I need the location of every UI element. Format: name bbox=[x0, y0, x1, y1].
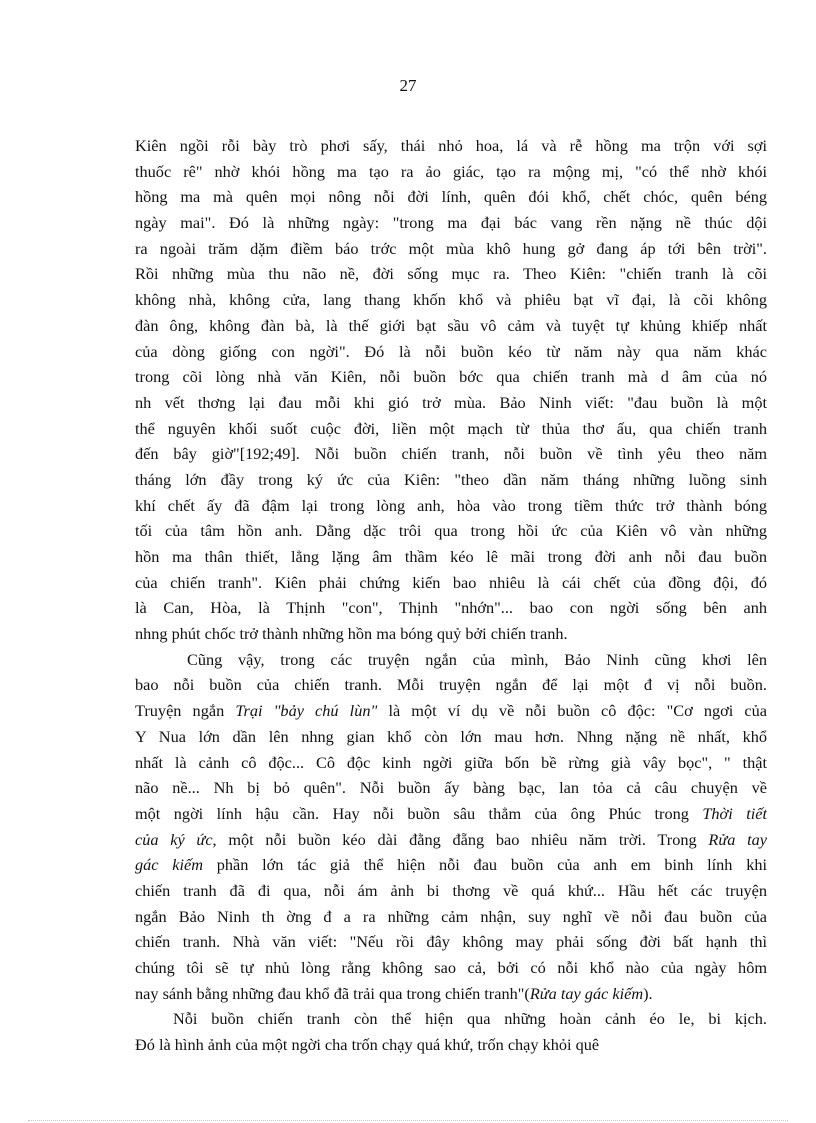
text-segment: tối của tâm hồn anh. Dằng dặc trôi qua trong hồi ức của Kiên vô vàn những bbox=[135, 521, 767, 541]
text-segment: khí chết ấy đã đậm lại trong lòng anh, hòa vào trong tiềm thức trở thành bóng bbox=[135, 495, 767, 515]
text-line bbox=[135, 1032, 767, 1058]
text-segment: Kiên ngồi rỗi bày trò phơi sấy, thái nhỏ hoa, lá và rễ hồng ma trộn với sợi bbox=[135, 136, 767, 155]
text-segment: ). bbox=[643, 983, 653, 1003]
italic-title: của ký ức bbox=[135, 829, 213, 849]
text-line bbox=[135, 210, 767, 236]
text-line bbox=[135, 647, 767, 673]
text-line bbox=[135, 261, 767, 287]
italic-title: Rửa tay gác kiếm bbox=[529, 983, 644, 1003]
text-line bbox=[135, 981, 767, 1007]
text-segment: Rồi những mùa thu não nề, đời sống mục ra. Theo Kiên: "chiến tranh là cõi bbox=[135, 264, 767, 284]
text-line bbox=[135, 236, 767, 262]
text-segment: chiến tranh. Nhà văn viết: "Nếu rồi đây không may phải sống đời bất hạnh thì bbox=[135, 932, 767, 952]
text-segment: là Can, Hòa, là Thịnh "con", Thịnh "nhớn"... bao con ngời sống bên anh bbox=[135, 598, 767, 618]
text-segment: , một nỗi buồn kéo dài đằng đẵng bao nhiêu năm trời. Trong bbox=[212, 829, 709, 849]
italic-title: Trại "bảy chú lùn" bbox=[235, 701, 378, 721]
text-line bbox=[135, 364, 767, 390]
text-line bbox=[135, 416, 767, 442]
text-segment: không nhà, không cửa, lang thang khốn khổ và phiêu bạt vĩ đại, là cõi không bbox=[135, 290, 767, 310]
text-line bbox=[135, 775, 767, 801]
text-segment: nhất là cảnh cô độc... Cô độc kinh ngời giữa bốn bề rừng già vây bọc", " thật bbox=[135, 752, 767, 772]
text-line bbox=[135, 518, 767, 544]
body-text bbox=[135, 133, 767, 1058]
text-line bbox=[135, 493, 767, 519]
text-segment: ngắn Bảo Ninh th ờng đ a ra những cảm nhận, suy nghĩ về nỗi đau buồn của bbox=[135, 906, 767, 926]
text-segment: tháng lớn đầy trong ký ức của Kiên: "theo dần năm tháng những luồng sinh bbox=[135, 469, 767, 489]
text-line bbox=[135, 955, 767, 981]
text-segment: thuốc rê" nhờ khói hồng ma tạo ra ảo giác, tạo ra mộng mị, "có thể nhờ khói bbox=[135, 161, 767, 181]
italic-title: Thời tiết bbox=[702, 803, 767, 823]
text-line bbox=[135, 852, 767, 878]
text-segment: Nỗi buồn chiến tranh còn thể hiện qua những hoàn cảnh éo le, bi kịch. bbox=[173, 1009, 767, 1029]
text-segment: trong cõi lòng nhà văn Kiên, nỗi buồn bớc qua chiến tranh mà d âm của nó bbox=[135, 367, 767, 387]
text-segment: chiến tranh đã đi qua, nỗi ám ảnh bi thơng về quá khứ... Hầu hết các truyện bbox=[135, 880, 767, 900]
text-segment: Đó là hình ảnh của một ngời cha trốn chạy quá khứ, trốn chạy khỏi quê bbox=[135, 1035, 600, 1055]
text-line bbox=[135, 827, 767, 853]
footer-divider bbox=[28, 1120, 788, 1121]
text-segment: đến bây giờ"[192;49]. Nỗi buồn chiến tranh, nỗi buồn về tình yêu theo năm bbox=[135, 444, 767, 464]
text-line bbox=[135, 801, 767, 827]
text-line bbox=[135, 929, 767, 955]
text-line bbox=[135, 621, 767, 647]
text-line bbox=[135, 441, 767, 467]
page-number: 27 bbox=[399, 76, 417, 95]
italic-title: gác kiếm bbox=[135, 855, 203, 875]
text-line bbox=[135, 750, 767, 776]
text-segment: ngày mai". Đó là những ngày: "trong ma đại bác vang rền nặng nề thúc dội bbox=[135, 213, 767, 233]
text-line bbox=[135, 287, 767, 313]
text-segment: bao nỗi buồn của chiến tranh. Mỗi truyện ngắn để lại một đ vị nỗi buồn. bbox=[135, 675, 767, 695]
text-segment: ra ngoài trăm dặm điềm báo trớc một mùa khô hung gở đang áp tới bên trời". bbox=[135, 238, 767, 258]
text-line bbox=[135, 698, 767, 724]
text-segment: thể nguyên khối suốt cuộc đời, liền một mạch từ thủa thơ ấu, qua chiến tranh bbox=[135, 418, 767, 438]
text-segment: Cũng vậy, trong các truyện ngắn của mình, Bảo Ninh cũng khơi lên bbox=[187, 649, 767, 669]
text-line bbox=[135, 467, 767, 493]
text-segment: hồng ma mà quên mọi nông nỗi đời lính, quên đói khổ, chết chóc, quên béng bbox=[135, 187, 767, 207]
text-segment: Y Nua lớn dần lên nhng gian khổ còn lớn mau hơn. Nhng nặng nề nhất, khổ bbox=[135, 726, 767, 746]
text-line bbox=[135, 595, 767, 621]
text-segment: nh vết thơng lại đau mỗi khi gió trở mùa. Bảo Ninh viết: "đau buồn là một bbox=[135, 392, 767, 412]
text-line bbox=[135, 313, 767, 339]
text-segment: của chiến tranh". Kiên phải chứng kiến bao nhiêu là cái chết của đồng đội, đó bbox=[135, 572, 767, 592]
text-segment: chúng tôi sẽ tự nhủ lòng rằng không sao cả, bởi có nỗi khổ nào của ngày hôm bbox=[135, 958, 767, 977]
text-line bbox=[135, 570, 767, 596]
text-segment: đàn ông, không đàn bà, là thế giới bạt sầu vô cảm và tuyệt tự khủng khiếp nhất bbox=[135, 315, 767, 335]
text-segment: hồn ma thân thiết, lẳng lặng âm thầm kéo lê mãi trong đời anh nỗi đau buồn bbox=[135, 547, 767, 566]
text-segment: não nề... Nh bị bỏ quên". Nỗi buồn ấy bàng bạc, lan tỏa cả câu chuyện về bbox=[135, 778, 767, 798]
text-line bbox=[135, 878, 767, 904]
text-segment: phần lớn tác giả thể hiện nỗi đau buồn của anh em binh lính khi bbox=[203, 855, 767, 875]
text-line bbox=[135, 672, 767, 698]
text-line bbox=[135, 184, 767, 210]
text-line bbox=[135, 390, 767, 416]
italic-title: Rửa tay bbox=[708, 829, 767, 849]
text-segment: của dòng giống con ngời". Đó là nỗi buồn kéo từ năm này qua năm khác bbox=[135, 341, 767, 361]
text-line bbox=[135, 339, 767, 365]
text-line bbox=[135, 724, 767, 750]
text-line bbox=[135, 1006, 767, 1032]
text-segment: là một ví dụ về nỗi buồn cô độc: "Cơ ngơi của bbox=[377, 701, 767, 721]
text-segment: Truyện ngắn bbox=[135, 701, 236, 721]
text-segment: nay sánh bằng những đau khổ đã trải qua trong chiến tranh"( bbox=[135, 983, 530, 1003]
text-line bbox=[135, 133, 767, 159]
text-segment: nhng phút chốc trở thành những hồn ma bóng quỷ bởi chiến tranh. bbox=[135, 624, 568, 644]
text-line bbox=[135, 159, 767, 185]
text-line bbox=[135, 544, 767, 570]
text-line bbox=[135, 904, 767, 930]
text-segment: một ngời lính hậu cần. Hay nỗi buồn sâu thẳm của ông Phúc trong bbox=[135, 803, 703, 823]
